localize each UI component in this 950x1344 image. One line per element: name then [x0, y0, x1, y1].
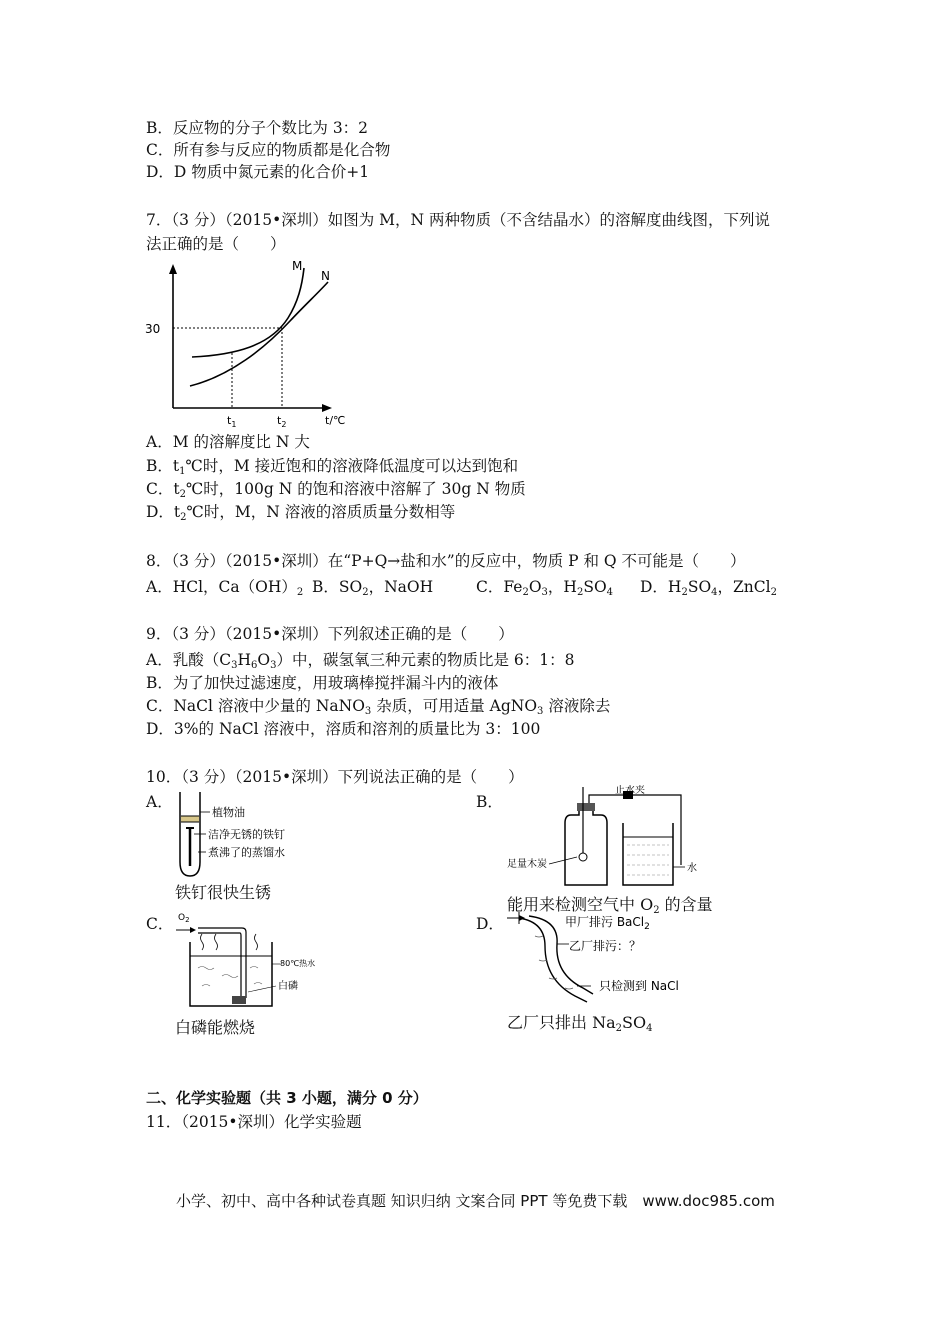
curve-m [192, 268, 304, 357]
q10-figure-a-test-tube [170, 790, 340, 880]
q10-stem: 10．（3 分）（2015•深圳）下列说法正确的是（ ） [146, 768, 524, 786]
curve-n-label: N [321, 269, 330, 283]
q8-option-d: D．$H_2SO_4$，ZnCl$_2$ [640, 578, 777, 598]
q10-letter-b: B． [476, 793, 503, 811]
q7-option-d: D．$t_2℃$时，M，N 溶液的溶质质量分数相等 [146, 503, 456, 523]
curve-m-label: M [292, 259, 303, 273]
label-charcoal: 足量木炭 [507, 859, 547, 870]
label-water: 水 [687, 863, 697, 874]
q7-option-c: C．$t_2℃$时，100g N 的饱和溶液中溶解了 30g N 物质 [146, 480, 526, 500]
x-axis-unit: t/℃ [325, 414, 346, 427]
tick-t1: $t_1$ [227, 414, 237, 429]
q11-stem: 11．（2015•深圳）化学实验题 [146, 1113, 362, 1131]
label-factory-a: 甲厂排污 BaCl$_2$ [565, 915, 650, 932]
tick-t2: $t_2$ [277, 414, 287, 429]
q7-stem-line2: 法正确的是（ ） [146, 235, 286, 253]
q9-option-c: C．NaCl 溶液中少量的 NaNO$_3$ 杂质，可用适量 AgNO$_3$ 溶液除去 [146, 697, 611, 717]
label-clamp: 止水夹 [615, 785, 645, 796]
q10-letter-c: C． [146, 915, 174, 933]
q7-stem-line1: 7．（3 分）（2015•深圳）如图为 M，N 两种物质（不含结晶水）的溶解度曲线图，下列说 [146, 211, 771, 229]
y-tick-30: 30 [145, 322, 161, 336]
label-oil: 植物油 [212, 806, 245, 819]
label-nail: 洁净无锈的铁钉 [208, 828, 285, 841]
label-hot-water: 80℃热水 [280, 959, 316, 968]
label-o2: $O_2$ [178, 913, 190, 924]
q10-figure-d-river [505, 908, 705, 1008]
q6-option-c: C．所有参与反应的物质都是化合物 [146, 141, 391, 159]
label-detected-nacl: 只检测到 NaCl [599, 979, 679, 993]
q8-option-c: C．$Fe_2O_3$，$H_2SO_4$ [476, 578, 614, 598]
q10-figure-b-apparatus [505, 785, 715, 890]
q10-figure-c-beaker [172, 910, 342, 1010]
q10-letter-d: D． [476, 915, 504, 933]
q6-option-b: B．反应物的分子个数比为 3：2 [146, 119, 369, 137]
q6-option-d: D．D 物质中氮元素的化合价+1 [146, 163, 370, 181]
label-boiled-water: 煮沸了的蒸馏水 [208, 846, 285, 859]
section2-title: 二、化学实验题（共 3 小题，满分 0 分） [146, 1089, 428, 1107]
q9-option-a: A．乳酸$(C_3H_6O_3)$中，碳氢氧三种元素的物质比是 6：1：8 [146, 651, 575, 671]
label-phosphorus: 白磷 [278, 981, 298, 992]
q7-option-a: A．M 的溶解度比 N 大 [146, 433, 310, 451]
q7-option-b: B．$t_1℃$时，M 接近饱和的溶液降低温度可以达到饱和 [146, 457, 519, 477]
q8-stem: 8．（3 分）（2015•深圳）在“P+Q→盐和水”的反应中，物质 P 和 Q 不可能是（ ） [146, 552, 746, 570]
q10-caption-b: 能用来检测空气中 $O_2$ 的含量 [507, 895, 713, 916]
phosphorus-icon [232, 996, 246, 1004]
q9-option-b: B．为了加快过滤速度，用玻璃棒搅拌漏斗内的液体 [146, 674, 499, 692]
q9-option-d: D．3%的 NaCl 溶液中，溶质和溶剂的质量比为 3：100 [146, 720, 541, 738]
q10-caption-a: 铁钉很快生锈 [175, 883, 272, 902]
curve-n [190, 282, 328, 386]
q10-letter-a: A． [146, 793, 173, 811]
page-footer: 小学、初中、高中各种试卷真题 知识归纳 文案合同 PPT 等免费下载 www.doc985.com [176, 1192, 775, 1210]
label-factory-b: 乙厂排污：？ [569, 939, 642, 953]
q8-option-a: A．HCl，$Ca(OH)_2$ [146, 578, 304, 598]
q7-solubility-graph [140, 258, 350, 430]
q9-stem: 9．（3 分）（2015•深圳）下列叙述正确的是（ ） [146, 625, 514, 643]
q10-caption-d: 乙厂只排出 $Na_2SO_4$ [507, 1013, 653, 1034]
q10-caption-c: 白磷能燃烧 [175, 1018, 256, 1037]
q8-option-b: B．$SO_2$，NaOH [312, 578, 434, 598]
